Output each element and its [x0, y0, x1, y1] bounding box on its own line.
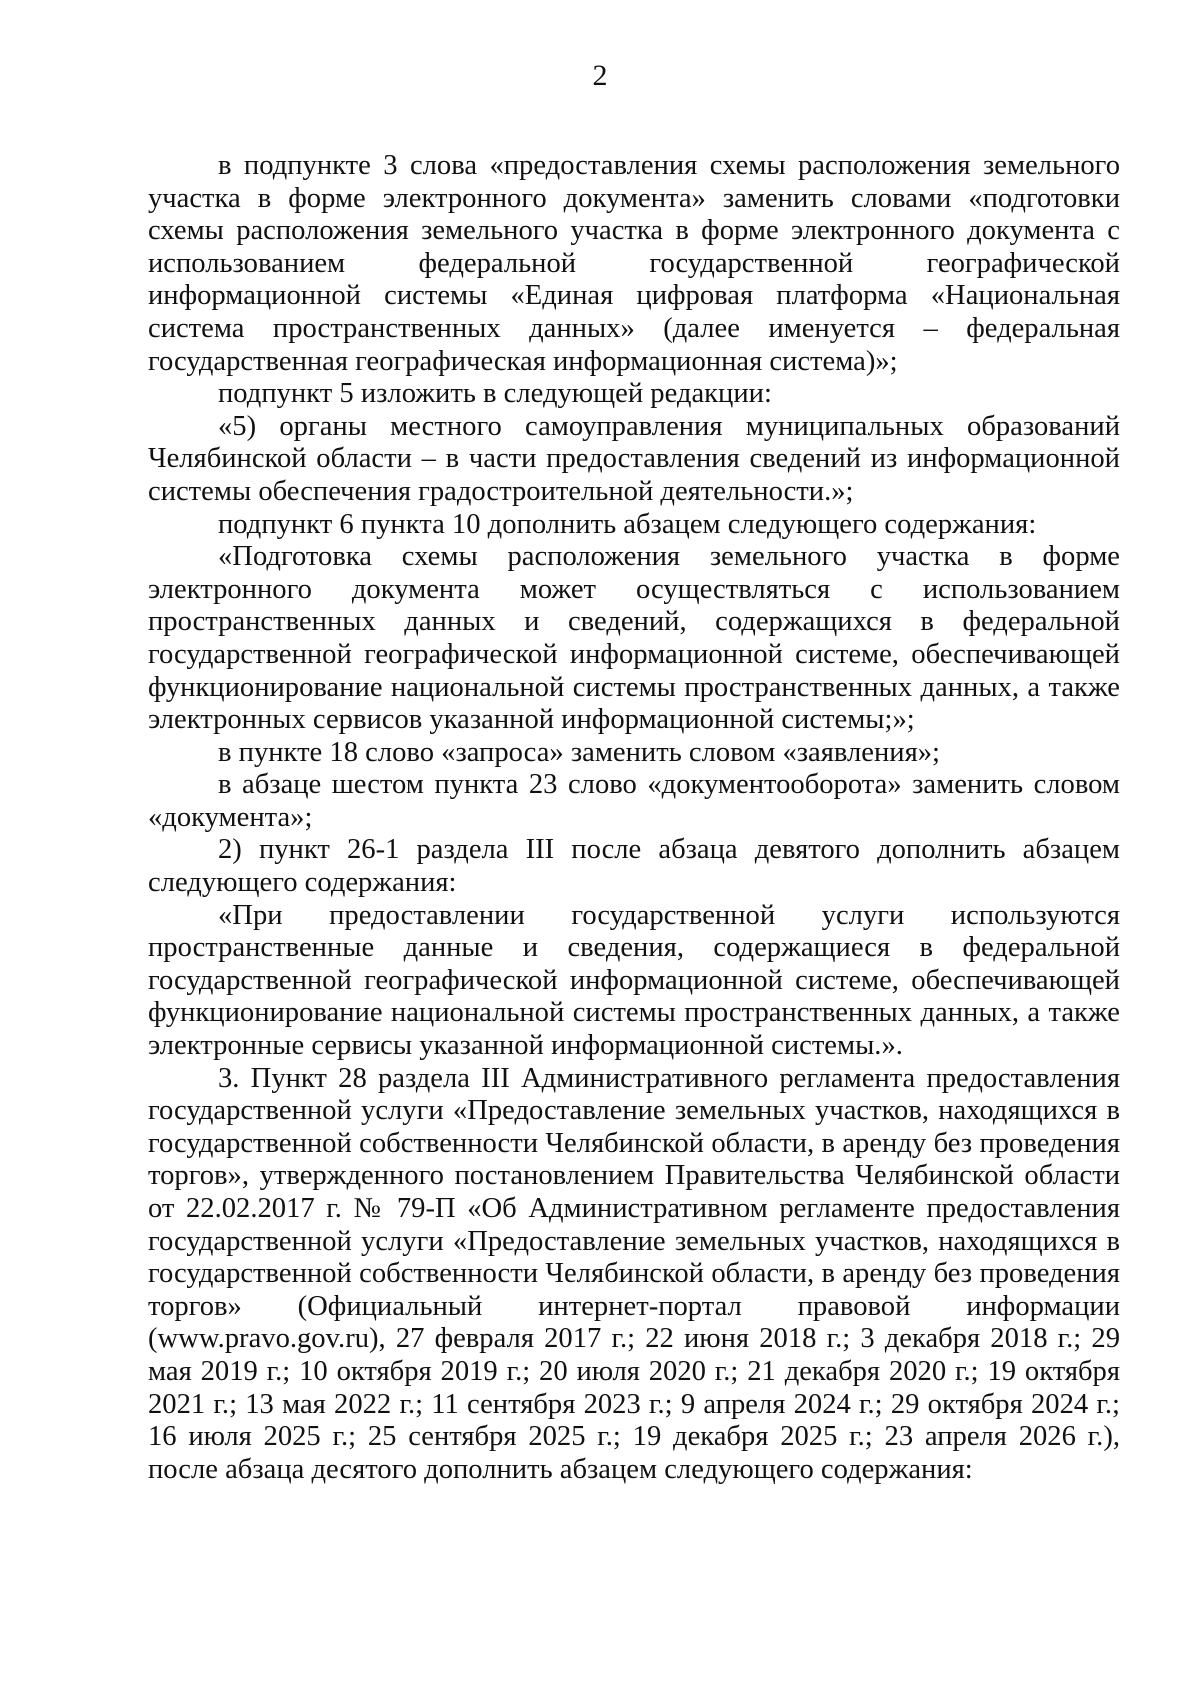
paragraph-6: в пункте 18 слово «запроса» заменить словом «заявления»;: [218, 736, 940, 768]
paragraph-10: 3. Пункт 28 раздела III Административного регламента предоставления государственной услуги «Предоставление земельных участков, находящихся в государственной собственности Челябинской области, в аренду без проведения торгов», утвержденного постановлением Правительства Челябинской области от 22.02.2017 г. № 79-П «Об Административном регламенте предоставления государственной услуги «Предоставление земельных участков, находящихся в государственной собственности Челябинской области, в аренду без проведения торгов» (Официальный интернет-портал правовой информации (www.pravo.gov.ru), 27 февраля 2017 г.; 22 июня 2018 г.; 3 декабря 2018 г.; 29 мая 2019 г.; 10 октября 2019 г.; 20 июля 2020 г.; 21 декабря 2020 г.; 19 октября 2021 г.; 13 мая 2022 г.; 11 сентября 2023 г.; 9 апреля 2024 г.; 29 октября 2024 г.; 16 июля 2025 г.; 25 сентября 2025 г.; 19 декабря 2025 г.; 23 апреля 2026 г.), после абзаца десятого дополнить абзацем следующего содержания:: [148, 1062, 1120, 1485]
paragraph-7: в абзаце шестом пункта 23 слово «документооборота» заменить словом «документа»;: [148, 769, 1120, 833]
paragraph-5: «Подготовка схемы расположения земельного участка в форме электронного документа может осуществляться с использованием пространственных данных и сведений, содержащихся в федеральной государственной географической информационной системе, обеспечивающей функционирование национальной системы пространственных данных, а также электронных сервисов указанной информационной системы;»;: [148, 541, 1120, 736]
page-number: 2: [592, 59, 608, 92]
paragraph-3: «5) органы местного самоуправления муниципальных образований Челябинской области – в части предоставления сведений из информационной системы обеспечения градостроительной деятельности.»;: [148, 410, 1120, 507]
paragraph-4: подпункт 6 пункта 10 дополнить абзацем следующего содержания:: [218, 508, 1037, 540]
paragraph-8: 2) пункт 26-1 раздела III после абзаца девятого дополнить абзацем следующего содержания:: [148, 834, 1120, 899]
document-body: [148, 150, 1120, 1486]
paragraph-2: подпункт 5 изложить в следующей редакции:: [218, 378, 772, 410]
paragraph-1: в подпункте 3 слова «предоставления схемы расположения земельного участка в форме электронного документа» заменить словами «подготовки схемы расположения земельного участка в форме электронного документа с использованием федеральной государственной географической информационной системы «Единая цифровая платформа «Национальная система пространственных данных» (далее именуется – федеральная государственная географическая информационная система)»;: [148, 150, 1120, 377]
paragraph-9: «При предоставлении государственной услуги используются пространственные данные и сведения, содержащиеся в федеральной государственной географической информационной системе, обеспечивающей функционирование национальной системы пространственных данных, а также электронные сервисы указанной информационной системы.».: [148, 899, 1120, 1062]
